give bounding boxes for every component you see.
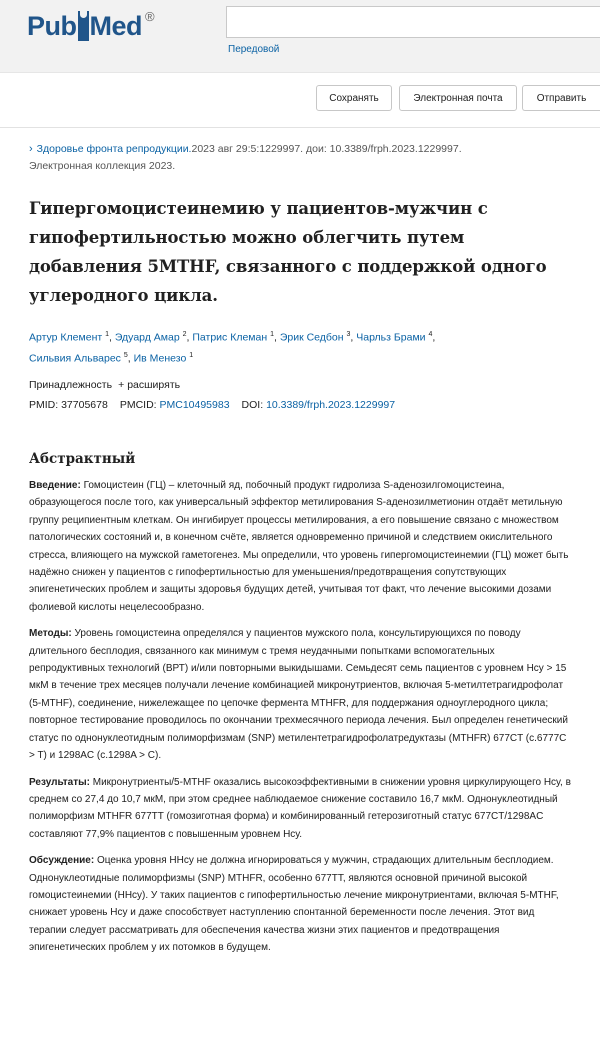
author-link[interactable]: Эдуард Амар: [114, 331, 180, 344]
abstract-methods: [29, 625, 571, 764]
section-label: Методы:: [29, 628, 72, 640]
abstract-discussion: [29, 852, 571, 956]
chevron-right-icon: ›: [29, 143, 33, 155]
pmcid-label: PMCID:: [119, 399, 157, 411]
section-text: Оценка уровня ННсу не должна игнорироваться у мужчин, страдающих длительным бесплодием. Однонуклеотидные полиморфизмы (SNP) MTHFR, особенно 677TT, являются основной причиной высокой гомоцистеинемии (ННсу). У таких пациентов с гипофертильностью лечение микронутриентами, включая 5-MTHF, снижает уровень Нсу и даже способствует наступлению спонтанной беременности после лечения. Этот вид терапии следует рассматривать для обеспечения качества жизни этих пациентов и предотвращения эпигенетических проблем у их потомков в будущем.: [29, 855, 559, 954]
section-label: Введение:: [29, 480, 81, 491]
affiliation-number[interactable]: 2: [182, 331, 187, 338]
author-link[interactable]: Эрик Седбон: [279, 331, 344, 344]
abstract-introduction: [29, 477, 571, 616]
abstract-heading: Абстрактный: [29, 451, 136, 467]
section-label: Обсуждение:: [29, 855, 95, 867]
send-to-button[interactable]: Отправить: [522, 85, 600, 111]
affiliation-number[interactable]: 4: [428, 331, 433, 338]
journal-name: Здоровье фронта репродукции.: [36, 143, 192, 155]
pmid-value: 37705678: [61, 399, 108, 411]
author-link[interactable]: Ив Менезо: [133, 352, 187, 364]
abstract-results: [29, 774, 571, 844]
journal-link[interactable]: [29, 143, 191, 155]
save-button[interactable]: Сохранять: [316, 85, 392, 111]
registered-mark: ®: [145, 9, 155, 24]
doi-link[interactable]: 10.3389/frph.2023.1229997: [266, 399, 396, 411]
author-link[interactable]: Чарльз Брами: [356, 331, 426, 344]
doi-label: DOI:: [241, 399, 264, 411]
affiliation-number[interactable]: 1: [189, 351, 194, 359]
email-button[interactable]: Электронная почта: [399, 85, 517, 111]
advanced-search-link[interactable]: Передовой: [228, 44, 280, 55]
section-text: Микронутриенты/5-MTHF оказались высокоэффективными в снижении уровня циркулирующего Нсу, в среднем со 27,4 до 10,7 мкМ, при этом среднее наблюдаемое снижение составило 16,7 мкМ. Однонуклеотидный полиморфизм MTHFR 677TT (гомозиготная форма) и комбинированный гетерозиготный статус 677CT/1298AC составляют 77,9% пациентов с повышенным уровнем Нсу.: [29, 776, 571, 840]
pmid-label: PMID:: [29, 399, 59, 411]
article-content: [0, 141, 600, 957]
article-identifiers: [29, 399, 571, 411]
author-link[interactable]: Артур Клемент: [29, 331, 103, 344]
affiliation-number[interactable]: 1: [270, 331, 274, 338]
top-bar: [0, 0, 600, 73]
pmcid-link[interactable]: PMC10495983: [159, 399, 230, 411]
section-text: Уровень гомоцистеина определялся у пациентов мужского пола, консультирующихся по поводу длительного бесплодия, связанного как минимум с тремя неудачными попытками вспомогательных репродуктивных технологий (ВРТ) и/или повторными выкидышами. Семьдесят семь пациентов с уровнем Нсу > 15 мкМ в течение трех месяцев получали лечение комбинацией микронутриентов, включая 5-метилтетрагидрофолат (5-MTHF), соединение, нижележащее по цепочке фермента MTHFR, для поддержания одноуглеродного цикла; повторное тестирование проводилось по окончании трехмесячного периода лечения. Был определен генетический статус по однонуклеотидным полиморфизмам (SNP) метилентетрагидрофолатредуктазы (MTHFR) 677CT (c.6777C > T) и 1298AC (c.1298A > C).: [29, 628, 568, 762]
author-link[interactable]: Патрис Клеман: [192, 331, 268, 344]
affiliation-number[interactable]: 5: [123, 351, 128, 359]
affiliations-toggle[interactable]: [29, 379, 571, 391]
author-list: Артур Клемент $^1$, Эдуард Амар $^2$, Патрис Клеман $^1$, Эрик Седбон $^3$, Чарльз Брами $^4$, Сильвия Альварес $^5$, Ив Менезо $^1$: [29, 331, 436, 364]
action-bar: [0, 73, 600, 128]
affiliation-number[interactable]: 3: [346, 331, 351, 338]
search-input[interactable]: [226, 6, 600, 38]
logo-med-text: Med: [89, 11, 142, 41]
article-title: Гипергомоцистеинемию у пациентов-мужчин с гипофертильностью можно облегчить путем добавления 5MTHF, связанного с поддержкой одного углеродного цикла.: [29, 199, 547, 305]
pubmed-logo[interactable]: [27, 8, 155, 44]
citation: [29, 141, 571, 175]
affiliations-label: Принадлежность: [29, 379, 113, 391]
affiliation-number[interactable]: 1: [105, 331, 110, 338]
citation-details: 2023 авг 29:5:1229997. дои: 10.3389/frph.2023.1229997.: [191, 143, 462, 155]
section-label: Результаты:: [29, 776, 90, 788]
citation-collection: Электронная коллекция 2023.: [29, 160, 176, 172]
logo-pub-text: Pub: [27, 11, 77, 41]
section-text: Гомоцистеин (ГЦ) – клеточный яд, побочный продукт гидролиза S-аденозилгомоцистеина, образующегося после того, как универсальный эффектор метилирования S-аденозилметионин отдаёт метильную группу реципиентным клеткам. Он ингибирует процессы метилирования, а его повышение связано с множеством патологических состояний и, в конечном счёте, является одновременно причиной и следствием окислительного стресса, влияющего на мужской гаметогенез. Мы определили, что уровень гипергомоцистеинемии (ГЦ) может быть надёжно снижен у пациентов с гипофертильностью для уменьшения/предотвращения сопутствующих эпигенетических проблем и защиты здоровья будущих детей, учитывая тот факт, что лечение высокими дозами фолиевой кислоты нецелесообразно.: [29, 480, 569, 613]
plus-icon: +: [118, 379, 125, 391]
expand-label: расширять: [127, 379, 181, 391]
logo-bookmark-icon: [78, 11, 89, 41]
author-link[interactable]: Сильвия Альварес: [29, 352, 121, 364]
